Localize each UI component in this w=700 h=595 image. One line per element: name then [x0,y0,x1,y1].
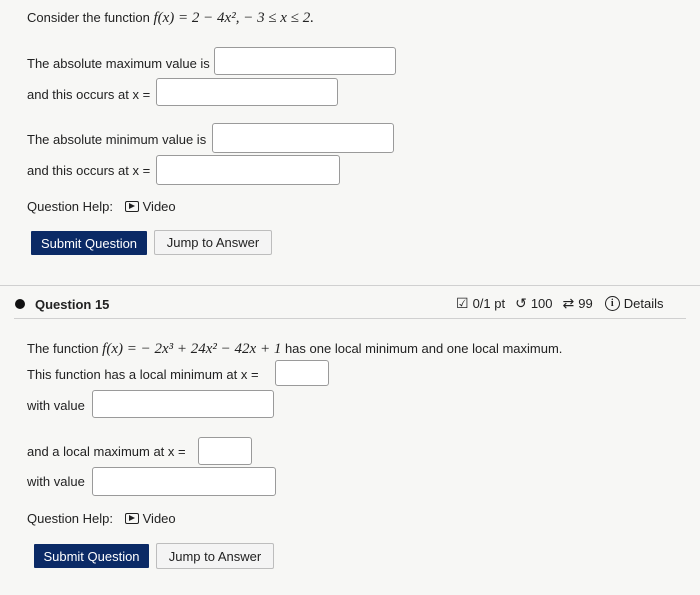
q15-prompt-prefix: The function [27,341,99,356]
play-box-icon [125,513,139,524]
q15-function-expr: f(x) = − 2x³ + 24x² − 42x + 1 [102,341,282,357]
section-divider [0,285,700,286]
q14-jump-button[interactable]: Jump to Answer [154,230,272,255]
q14-prompt-text: Consider the function [27,10,150,25]
q14-abs-min-x-label: and this occurs at x = [27,163,151,178]
q15-jump-button[interactable]: Jump to Answer [156,543,274,569]
q15-video-link[interactable] [125,511,176,526]
q15-local-min-x-label: This function has a local minimum at x = [27,367,259,382]
info-icon: i [605,296,620,311]
q14-abs-min-label: The absolute minimum value is [27,132,207,147]
q15-attempts: 100 [530,296,553,311]
q15-prompt [27,341,562,358]
q15-local-max-x-label: and a local maximum at x = [27,444,186,459]
q14-abs-max-label: The absolute maximum value is [27,56,210,71]
q14-video-label: Video [142,199,176,214]
q14-help-row [27,199,176,214]
q15-help-row [27,511,176,526]
q15-details-link[interactable] [605,296,664,311]
q14-function-expr: f(x) = 2 − 4x², − 3 ≤ x ≤ 2. [153,10,314,26]
q14-abs-min-input[interactable] [212,123,394,153]
q14-abs-max-x-label: and this occurs at x = [27,87,151,102]
q15-local-min-value-input[interactable] [92,390,274,418]
q15-retries: 99 [578,296,593,311]
question-header-divider [14,318,686,319]
sync-icon: ⇄ [562,295,575,312]
retry-icon: ↺ [515,295,527,312]
q14-help-label: Question Help: [27,199,113,214]
q14-prompt [27,10,314,27]
q15-local-min-value-label: with value [27,398,85,413]
q15-video-label: Video [142,511,176,526]
q15-local-max-value-label: with value [27,474,85,489]
q15-prompt-suffix: has one local minimum and one local maximum. [284,341,563,356]
q15-title: Question 15 [35,297,110,312]
q15-submit-button[interactable]: Submit Question [34,544,149,568]
q14-abs-max-input[interactable] [214,47,396,75]
checkbox-icon: ☑ [456,295,469,312]
q15-local-max-x-input[interactable] [198,437,252,465]
question-status-dot [15,299,25,309]
q15-score: 0/1 pt [472,296,506,311]
q14-video-link[interactable] [125,199,176,214]
q14-abs-min-x-input[interactable] [156,155,340,185]
q15-details-label: Details [623,296,664,311]
q14-submit-button[interactable]: Submit Question [31,231,147,255]
q15-local-min-x-input[interactable] [275,360,329,386]
q15-meta [456,296,663,311]
play-box-icon [125,201,139,212]
q14-abs-max-x-input[interactable] [156,78,338,106]
q15-local-max-value-input[interactable] [92,467,276,496]
q15-help-label: Question Help: [27,511,113,526]
